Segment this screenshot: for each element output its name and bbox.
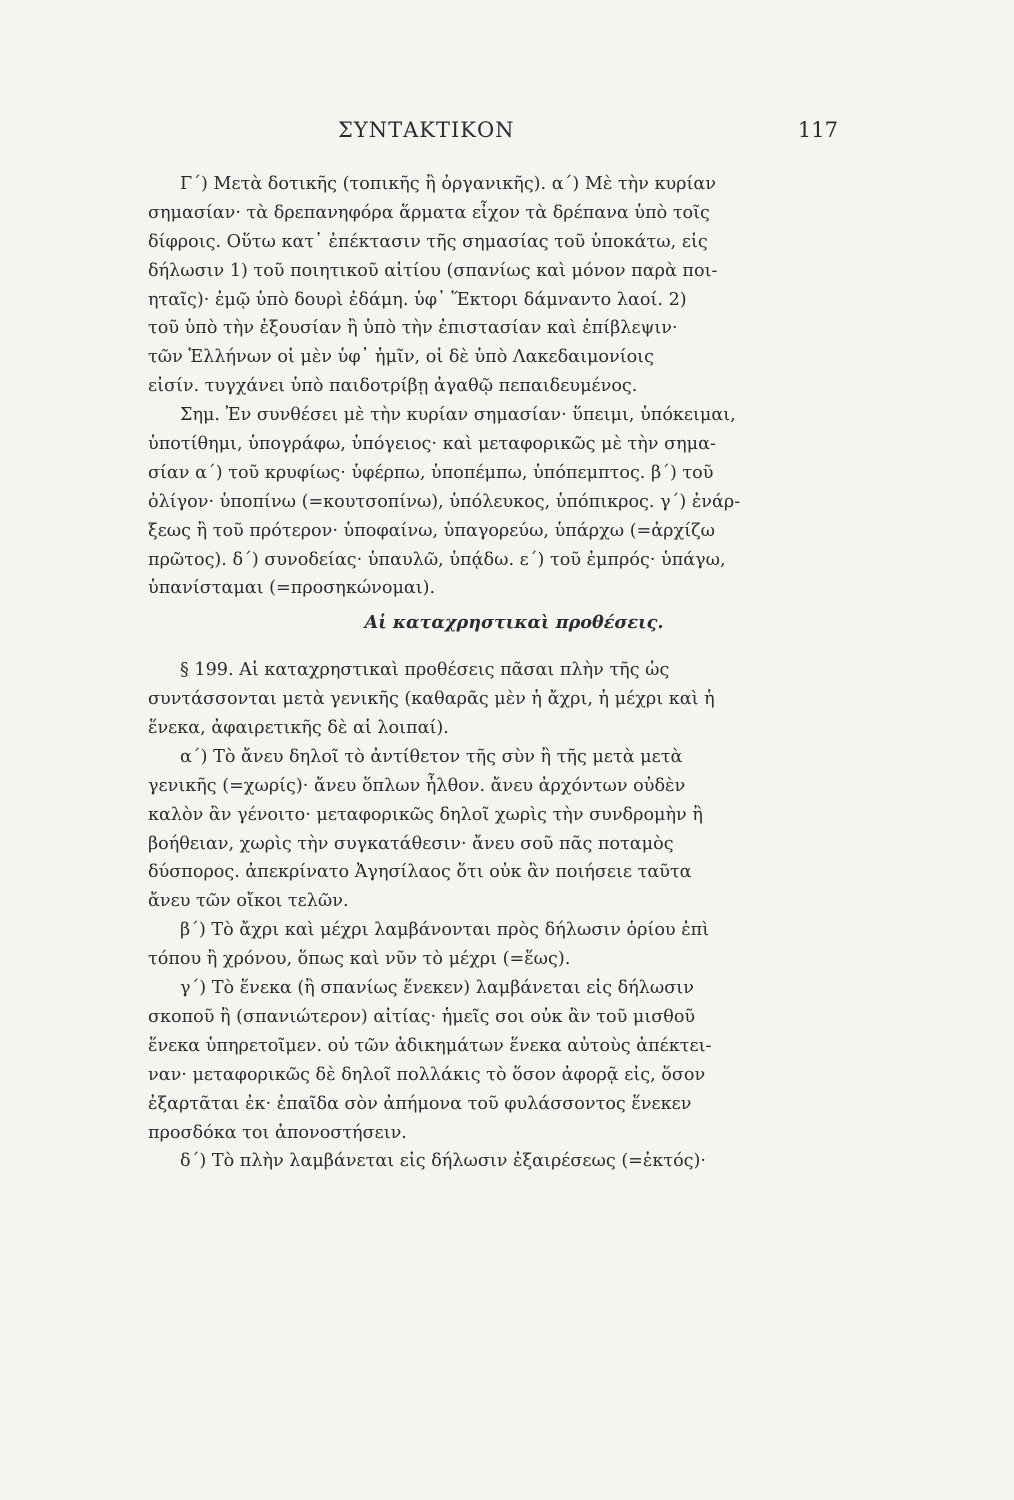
text-line: ἄνευ τῶν οἴκοι τελῶν. [148,891,349,912]
body-text [148,170,840,1176]
text-line: σκοποῦ ἢ (σπανιώτερον) αἰτίας· ἡμεῖς σοι οὐκ ἂν τοῦ μισθοῦ [148,1006,696,1027]
text-line: β΄) Τὸ ἄχρι καὶ μέχρι λαμβάνονται πρὸς δήλωσιν ὁρίου ἐπὶ [180,920,710,941]
text-line: καλὸν ἂν γένοιτο· μεταφορικῶς δηλοῖ χωρὶς τὴν συνδρομὴν ἢ [148,804,703,825]
text-line: σίαν α΄) τοῦ κρυφίως· ὑφέρπω, ὑποπέμπω, ὑπόπεμπτος. β΄) τοῦ [148,462,714,483]
text-line: ηταῖς)· ἐμῷ ὑπὸ δουρὶ ἐδάμη. ὑφ᾽ Ἕκτορι δάμναντο λαοί. 2) [148,289,687,310]
text-line: δήλωσιν 1) τοῦ ποιητικοῦ αἰτίου (σπανίως καὶ μόνον παρὰ ποι- [148,260,718,281]
section-heading: Αἱ καταχρηστικαὶ προθέσεις. [364,612,664,634]
page-number: 117 [797,118,838,142]
text-line: τῶν Ἑλλήνων οἱ μὲν ὑφ᾽ ἡμῖν, οἱ δὲ ὑπὸ Λακεδαιμονίοις [148,347,654,368]
text-line: ὑποτίθημι, ὑπογράφω, ὑπόγειος· καὶ μεταφορικῶς μὲ τὴν σημα- [148,434,716,455]
text-line: εἰσίν. τυγχάνει ὑπὸ παιδοτρίβῃ ἀγαθῷ πεπαιδευμένος. [148,376,638,397]
text-line: τόπου ἢ χρόνου, ὅπως καὶ νῦν τὸ μέχρι (=ἕως). [148,949,571,970]
text-line: δ΄) Τὸ πλὴν λαμβάνεται εἰς δήλωσιν ἐξαιρέσεως (=ἐκτός)· [180,1151,706,1172]
text-line: πρῶτος). δ΄) συνοδείας· ὑπαυλῶ, ὑπᾴδω. ε΄) τοῦ ἐμπρός· ὑπάγω, [148,549,726,570]
text-line: ἕνεκα ὑπηρετοῖμεν. οὐ τῶν ἀδικημάτων ἕνεκα αὐτοὺς ἀπέκτει- [148,1035,712,1056]
text-line: α΄) Τὸ ἄνευ δηλοῖ τὸ ἀντίθετον τῆς σὺν ἢ τῆς μετὰ μετὰ [180,746,683,767]
text-line: ἕνεκα, ἀφαιρετικῆς δὲ αἱ λοιπαί). [148,718,449,739]
text-line: γ΄) Τὸ ἕνεκα (ἢ σπανίως ἕνεκεν) λαμβάνεται εἰς δήλωσιν [180,978,694,999]
text-line: ξεως ἢ τοῦ πρότερον· ὑποφαίνω, ὑπαγορεύω, ὑπάρχω (=ἀρχίζω [148,520,715,541]
text-line: γενικῆς (=χωρίς)· ἄνευ ὅπλων ἦλθον. ἄνευ ἀρχόντων οὐδὲν [148,775,686,796]
text-line: τοῦ ὑπὸ τὴν ἐξουσίαν ἢ ὑπὸ τὴν ἐπιστασίαν καὶ ἐπίβλεψιν· [148,318,678,339]
text-line: δύσπορος. ἀπεκρίνατο Ἀγησίλαος ὅτι οὐκ ἂν ποιήσειε ταῦτα [148,862,692,883]
text-line: ὀλίγον· ὑποπίνω (=κουτσοπίνω), ὑπόλευκος, ὑπόπικρος. γ΄) ἐνάρ- [148,491,741,512]
text-line: συντάσσονται μετὰ γενικῆς (καθαρᾶς μὲν ἡ ἄχρι, ἡ μέχρι καὶ ἡ [148,689,715,710]
text-line: σημασίαν· τὰ δρεπανηφόρα ἅρματα εἶχον τὰ δρέπανα ὑπὸ τοῖς [148,202,710,223]
note-line: Σημ. Ἐν συνθέσει μὲ τὴν κυρίαν σημασίαν· ὕπειμι, ὑπόκειμαι, [180,405,736,426]
text-line: ἐξαρτᾶται ἐκ· ἐπαῖδα σὸν ἀπήμονα τοῦ φυλάσσοντος ἕνεκεν [148,1093,692,1114]
page-header [148,118,838,158]
text-line: ὑπανίσταμαι (=προσηκώνομαι). [148,578,436,599]
text-line: προσδόκα τοι ἀπονοστήσειν. [148,1122,407,1143]
running-title: ΣΥΝΤΑΚΤΙΚΟΝ [338,118,515,142]
section-paragraph-line: § 199. Αἱ καταχρηστικαὶ προθέσεις πᾶσαι πλὴν τῆς ὡς [180,660,670,681]
text-line: δίφροις. Οὕτω κατ᾽ ἐπέκτασιν τῆς σημασίας τοῦ ὑποκάτω, εἰς [148,231,708,252]
text-line: Γ΄) Μετὰ δοτικῆς (τοπικῆς ἢ ὀργανικῆς). α΄) Μὲ τὴν κυρίαν [180,174,716,194]
text-line: βοήθειαν, χωρὶς τὴν συγκατάθεσιν· ἄνευ σοῦ πᾶς ποταμὸς [148,833,674,854]
text-line: ναν· μεταφορικῶς δὲ δηλοῖ πολλάκις τὸ ὅσον ἀφορᾷ εἰς, ὅσον [148,1064,706,1085]
